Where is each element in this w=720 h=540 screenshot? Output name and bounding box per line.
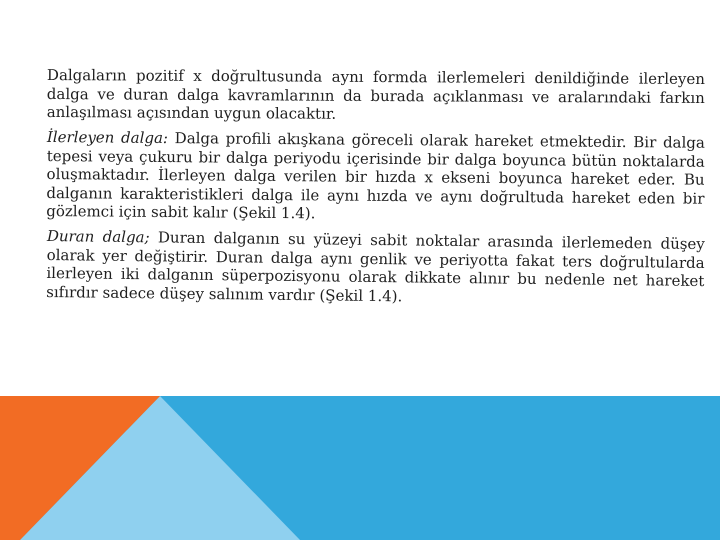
paragraph-progressive-wave <box>46 128 705 227</box>
paragraph-intro <box>47 66 705 126</box>
decorative-shapes <box>0 396 720 540</box>
paragraph-term: İlerleyen dalga: <box>46 127 169 147</box>
decorative-footer <box>0 396 720 540</box>
paragraph-standing-wave <box>46 227 705 309</box>
document-text <box>47 66 705 307</box>
paragraph-body: Dalgaların pozitif x doğrultusunda aynı formda ilerlemeleri denildiğinde ilerleyen dalga ve duran dalga kavramlarının da burada açıklanması ve aralarındaki farkın anlaşılması açısından uygun olacaktır. <box>46 66 705 123</box>
paragraph-body: Duran dalganın su yüzeyi sabit noktalar arasında ilerlemeden düşey olarak yer değiştirir. Duran dalga aynı genlik ve periyotta fakat ters doğrultularda ilerleyen iki dalganın süperpozisyonu olarak dikkate alınır bu nedenle net hareket sıfırdır sadece düşey salınım vardır (Şekil 1.4). <box>46 228 705 305</box>
paragraph-body: Dalga profili akışkana göreceli olarak hareket etmektedir. Bir dalga tepesi veya çukuru bir dalga periyodu içerisinde bir dalga boyunca bütün noktalarda oluşmaktadır. İlerleyen dalga verilen bir hızda x ekseni boyunca hareket eder. Bu dalganın karakteristikleri dalga ile aynı hızda ve aynı doğrultuda hareket eden bir gözlemci için sabit kalır (Şekil 1.4). <box>46 128 705 223</box>
paragraph-term: Duran dalga; <box>46 226 150 247</box>
